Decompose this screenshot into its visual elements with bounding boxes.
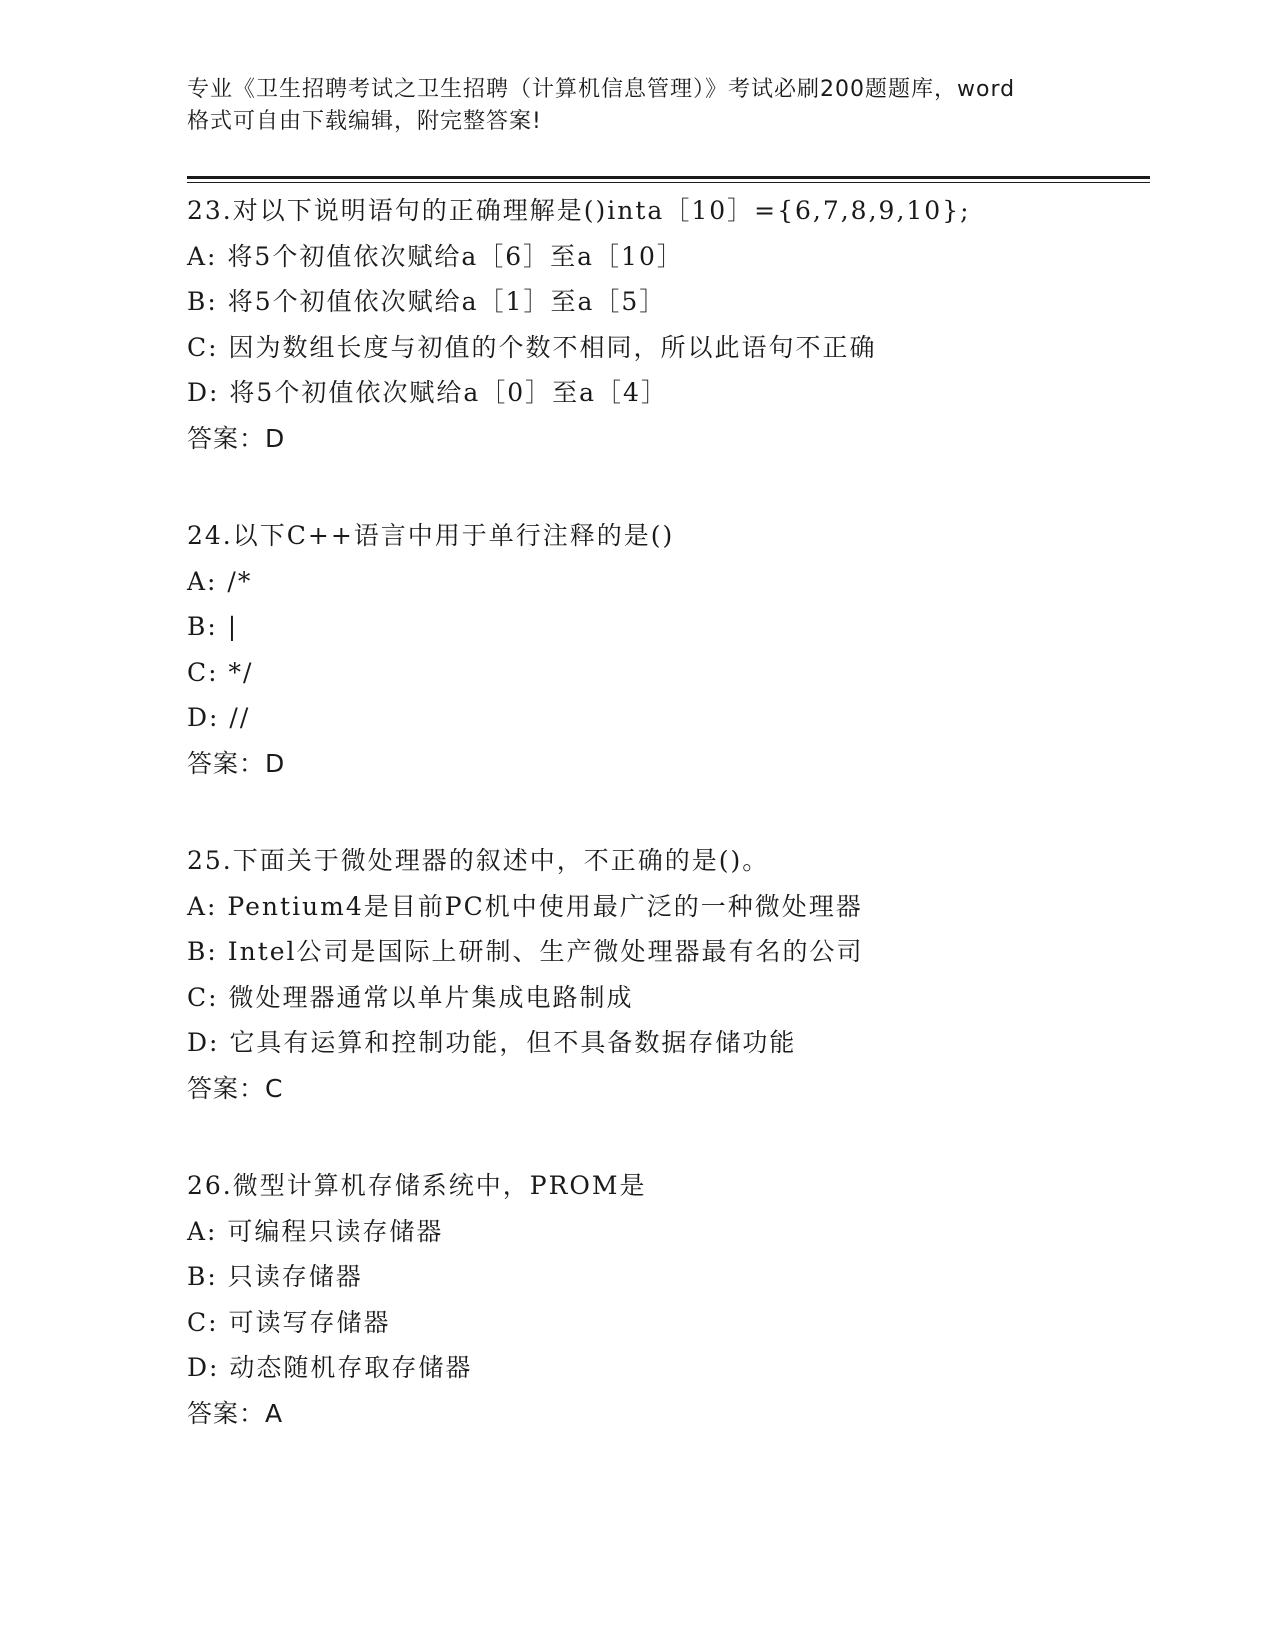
option-c: C: 微处理器通常以单片集成电路制成 xyxy=(187,982,634,1012)
header-line-2: 格式可自由下载编辑，附完整答案! xyxy=(187,109,542,134)
option-b: B: | xyxy=(187,612,239,641)
question-stem: 25.下面关于微处理器的叙述中，不正确的是()。 xyxy=(187,846,770,875)
question-23 xyxy=(187,188,1147,461)
answer-label: 答案：C xyxy=(187,1073,284,1103)
option-d: D: // xyxy=(187,703,251,732)
option-b: B: 将5个初值依次赋给a［1］至a［5］ xyxy=(187,287,667,316)
header-line-1: 专业《卫生招聘考试之卫生招聘（计算机信息管理）》考试必刷200题题库，word xyxy=(187,77,1016,102)
option-c: C: */ xyxy=(187,657,254,687)
answer-label: 答案：D xyxy=(187,748,286,778)
option-b: B: Intel公司是国际上研制、生产微处理器最有名的公司 xyxy=(187,937,864,966)
header-divider-thick xyxy=(187,176,1150,179)
question-list xyxy=(187,188,1147,1488)
header-divider-thin xyxy=(187,182,1150,183)
answer-label: 答案：A xyxy=(187,1398,284,1428)
question-26 xyxy=(187,1163,1147,1436)
option-a: A: /* xyxy=(187,566,253,596)
option-b: B: 只读存储器 xyxy=(187,1262,363,1291)
question-stem: 23.对以下说明语句的正确理解是()inta［10］={6,7,8,9,10}; xyxy=(187,196,971,225)
option-d: D: 它具有运算和控制功能，但不具备数据存储功能 xyxy=(187,1028,797,1057)
answer-label: 答案：D xyxy=(187,423,286,453)
option-d: D: 将5个初值依次赋给a［0］至a［4］ xyxy=(187,378,668,407)
option-c: C: 因为数组长度与初值的个数不相同，所以此语句不正确 xyxy=(187,332,877,362)
option-a: A: 将5个初值依次赋给a［6］至a［10］ xyxy=(187,241,684,271)
option-c: C: 可读写存储器 xyxy=(187,1307,391,1337)
question-stem: 24.以下C++语言中用于单行注释的是() xyxy=(187,521,675,550)
question-stem: 26.微型计算机存储系统中，PROM是 xyxy=(187,1171,647,1200)
option-d: D: 动态随机存取存储器 xyxy=(187,1353,473,1382)
question-24 xyxy=(187,513,1147,786)
question-25 xyxy=(187,838,1147,1111)
document-header xyxy=(187,74,1087,138)
option-a: A: Pentium4是目前PC机中使用最广泛的一种微处理器 xyxy=(187,891,863,921)
option-a: A: 可编程只读存储器 xyxy=(187,1216,444,1246)
